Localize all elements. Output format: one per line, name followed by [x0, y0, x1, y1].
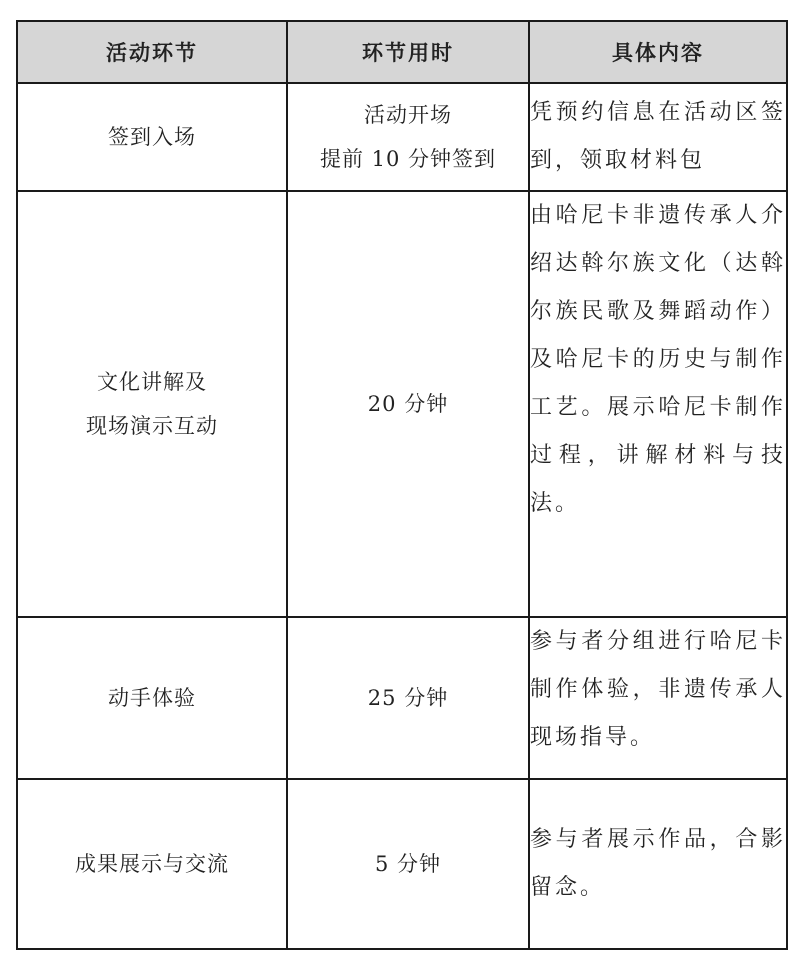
duration-cell: [287, 617, 529, 779]
duration-text: 提前 10 分钟签到: [319, 147, 497, 171]
table-body: [17, 83, 787, 949]
content-cell: 凭预约信息在活动区签到，领取材料包: [529, 83, 787, 191]
stage-cell: [17, 779, 287, 949]
stage-text: 签到入场: [108, 125, 196, 149]
table-row: [17, 779, 787, 949]
table-row: [17, 83, 787, 191]
stage-text: 现场演示互动: [86, 414, 218, 438]
header-duration: 环节用时: [287, 21, 529, 83]
header-stage: 活动环节: [17, 21, 287, 83]
duration-text: 20 分钟: [367, 392, 449, 416]
duration-cell: [287, 191, 529, 617]
stage-text: 文化讲解及: [97, 370, 207, 394]
header-row: [17, 21, 787, 83]
activity-schedule-table: [16, 20, 788, 950]
header-content: 具体内容: [529, 21, 787, 83]
content-cell: 参与者分组进行哈尼卡制作体验，非遗传承人现场指导。: [529, 617, 787, 779]
table-row: [17, 191, 787, 617]
content-cell: 由哈尼卡非遗传承人介绍达斡尔族文化（达斡尔族民歌及舞蹈动作）及哈尼卡的历史与制作工艺。展示哈尼卡制作过程，讲解材料与技法。: [529, 191, 787, 617]
content-cell: 参与者展示作品，合影留念。: [529, 779, 787, 949]
duration-text: 25 分钟: [367, 686, 449, 710]
stage-cell: [17, 83, 287, 191]
stage-cell: [17, 617, 287, 779]
table-row: [17, 617, 787, 779]
duration-text: 5 分钟: [374, 852, 442, 876]
stage-text: 成果展示与交流: [75, 852, 229, 876]
duration-cell: [287, 779, 529, 949]
duration-cell: [287, 83, 529, 191]
table-header: [17, 21, 787, 83]
stage-cell: [17, 191, 287, 617]
duration-text: 活动开场: [364, 103, 452, 127]
stage-text: 动手体验: [108, 686, 196, 710]
